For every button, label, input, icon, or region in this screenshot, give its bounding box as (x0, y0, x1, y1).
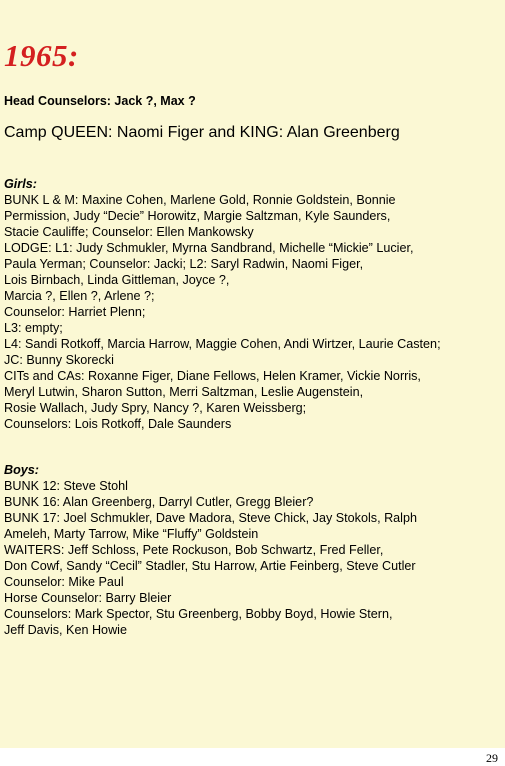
girls-heading: Girls: (4, 177, 37, 191)
boys-line: BUNK 16: Alan Greenberg, Darryl Cutler, Gregg Bleier? (4, 495, 314, 509)
boys-line: Counselors: Mark Spector, Stu Greenberg, Bobby Boyd, Howie Stern, (4, 607, 393, 621)
head-counselors: Head Counselors: Jack ?, Max ? (4, 94, 196, 108)
boys-line: Jeff Davis, Ken Howie (4, 623, 127, 637)
page-number: 29 (486, 751, 498, 765)
girls-line: L4: Sandi Rotkoff, Marcia Harrow, Maggie Cohen, Andi Wirtzer, Laurie Casten; (4, 337, 441, 351)
girls-line: BUNK L & M: Maxine Cohen, Marlene Gold, Ronnie Goldstein, Bonnie (4, 193, 396, 207)
girls-line: Counselor: Harriet Plenn; (4, 305, 146, 319)
girls-line: Lois Birnbach, Linda Gittleman, Joyce ?, (4, 273, 230, 287)
girls-section (4, 176, 499, 432)
girls-line: LODGE: L1: Judy Schmukler, Myrna Sandbrand, Michelle “Mickie” Lucier, (4, 241, 414, 255)
boys-line: BUNK 12: Steve Stohl (4, 479, 128, 493)
boys-line: Don Cowf, Sandy “Cecil” Stadler, Stu Harrow, Artie Feinberg, Steve Cutler (4, 559, 416, 573)
camp-royalty: Camp QUEEN: Naomi Figer and KING: Alan Greenberg (4, 124, 400, 141)
boys-heading: Boys: (4, 463, 39, 477)
year-heading: 1965: (4, 38, 79, 73)
girls-line: Stacie Cauliffe; Counselor: Ellen Mankowsky (4, 225, 254, 239)
boys-line: BUNK 17: Joel Schmukler, Dave Madora, Steve Chick, Jay Stokols, Ralph (4, 511, 417, 525)
boys-line: Counselor: Mike Paul (4, 575, 124, 589)
girls-line: Meryl Lutwin, Sharon Sutton, Merri Saltzman, Leslie Augenstein, (4, 385, 364, 399)
girls-line: Marcia ?, Ellen ?, Arlene ?; (4, 289, 155, 303)
boys-line: Horse Counselor: Barry Bleier (4, 591, 172, 605)
girls-line: JC: Bunny Skorecki (4, 353, 114, 367)
girls-line: Counselors: Lois Rotkoff, Dale Saunders (4, 417, 232, 431)
girls-line: Permission, Judy “Decie” Horowitz, Margie Saltzman, Kyle Saunders, (4, 209, 391, 223)
boys-line: WAITERS: Jeff Schloss, Pete Rockuson, Bob Schwartz, Fred Feller, (4, 543, 384, 557)
girls-line: Paula Yerman; Counselor: Jacki; L2: Saryl Radwin, Naomi Figer, (4, 257, 364, 271)
boys-line: Ameleh, Marty Tarrow, Mike “Fluffy” Goldstein (4, 527, 259, 541)
girls-line: L3: empty; (4, 321, 63, 335)
boys-section (4, 462, 499, 638)
girls-line: Rosie Wallach, Judy Spry, Nancy ?, Karen Weissberg; (4, 401, 307, 415)
girls-line: CITs and CAs: Roxanne Figer, Diane Fellows, Helen Kramer, Vickie Norris, (4, 369, 421, 383)
